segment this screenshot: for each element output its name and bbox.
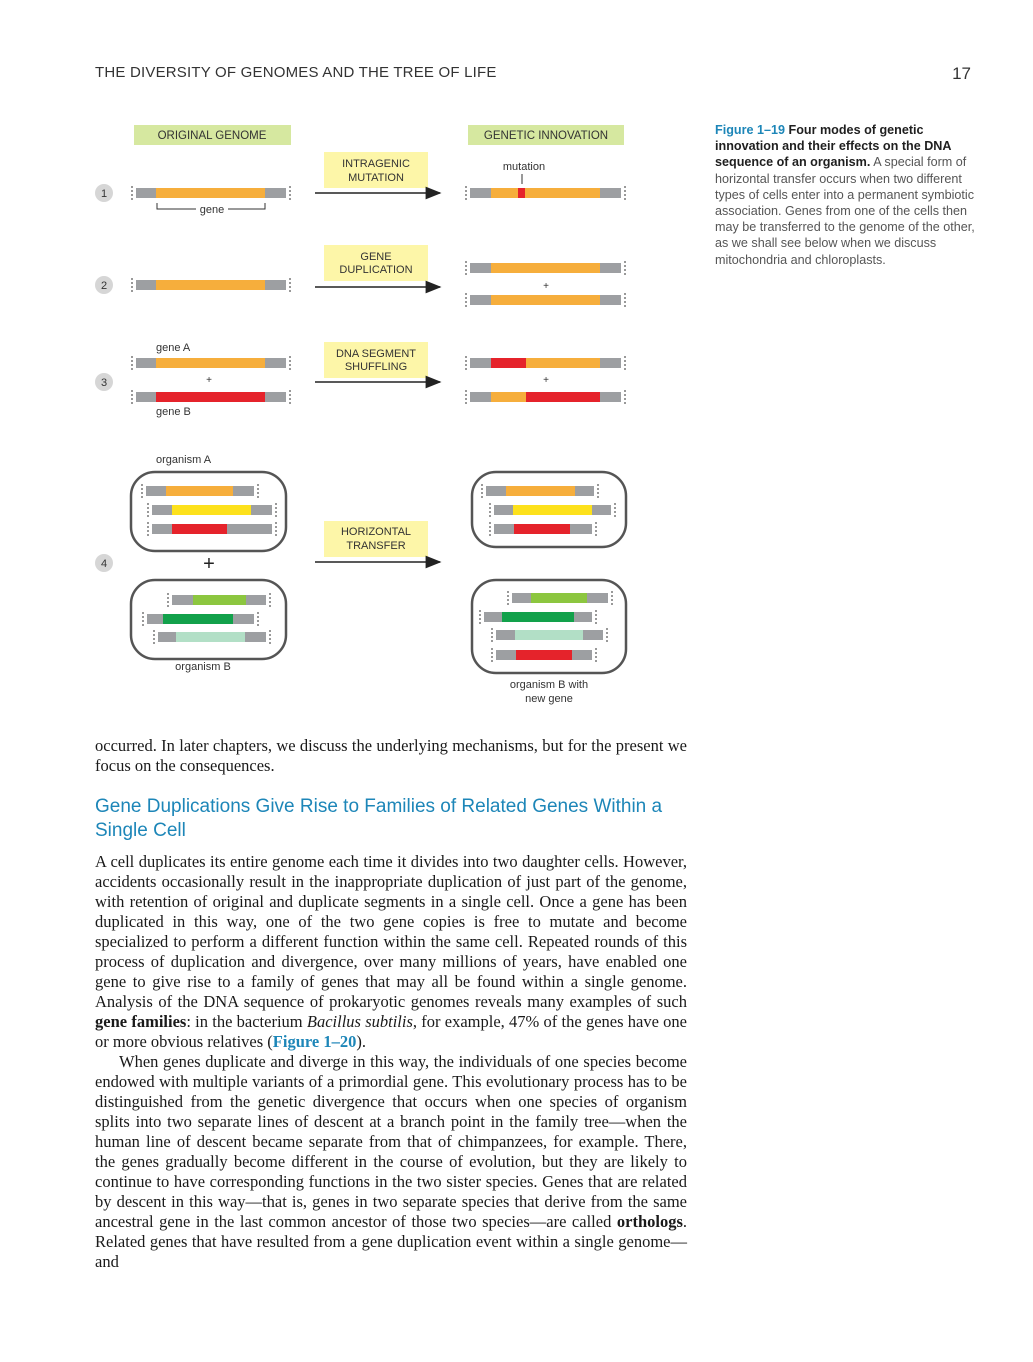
dna-organism-b-3 xyxy=(154,630,270,644)
gene-bracket xyxy=(157,203,196,209)
page-number: 17 xyxy=(952,64,971,83)
dna-organism-b-2 xyxy=(143,612,258,626)
dna-organism-b-after-3 xyxy=(492,628,607,642)
svg-text:3: 3 xyxy=(100,377,108,389)
svg-text:GENE: GENE xyxy=(360,251,392,263)
caption-title: Four modes of genetic innovation and their effects on the DNA sequence of an organism. xyxy=(715,123,952,170)
column-header-innovation: GENETIC INNOVATION xyxy=(483,130,609,142)
svg-text:MUTATION: MUTATION xyxy=(348,172,404,184)
dna-organism-a-after-1 xyxy=(482,484,598,498)
dna-mutated-row1 xyxy=(466,186,625,200)
process-box-duplication xyxy=(324,245,428,281)
organism-a-label: organism A xyxy=(156,454,212,466)
row-number-4 xyxy=(95,554,113,572)
intro-paragraph: occurred. In later chapters, we discuss the underlying mechanisms, but for the present we focus on the consequences. xyxy=(95,736,687,775)
running-head: THE DIVERSITY OF GENOMES AND THE TREE OF LIFE xyxy=(95,64,497,81)
process-box-shuffling xyxy=(324,342,428,378)
caption-text: A special form of horizontal transfer occurs when two different types of cells enter into a permanent symbiotic association. Genes from one of the cells then may be transferred to the genome of the other, as we shall see below when we discuss mitochondria and chloroplasts. xyxy=(715,155,975,267)
plus-sign-duplication: + xyxy=(543,281,549,292)
section-heading: Gene Duplications Give Rise to Families of Related Genes Within a Single Cell xyxy=(95,796,663,841)
term-orthologs: orthologs xyxy=(616,1212,683,1231)
organism-b-new-label-line1: organism B with xyxy=(509,679,589,691)
svg-text:HORIZONTAL: HORIZONTAL xyxy=(340,526,412,538)
dna-shuffled-row3-a xyxy=(466,356,625,370)
dna-organism-b-after-2 xyxy=(480,610,596,624)
paragraph-2: When genes duplicate and diverge in this way, the individuals of one species become endowed with multiple variants of a primordial gene. This evolutionary process has to be distinguished from the genetic divergence that occurs when one species of organism splits into two separate lines of descent at a branch point in the family tree—when the human line of descent became separate from that of chimpanzees, for example. There, the genes gradually become different in the course of evolution, but they are likely to continue to have corresponding functions in the two sister species. Genes that are related by descent in this way—that is, genes in two separate species that derive from the same ancestral gene in the last common ancestor of those two species—are called orthologs. Related genes that have resulted from a gene duplication event within a single genome—and xyxy=(95,1052,687,1271)
row-number-3 xyxy=(95,373,113,391)
species-name: Bacillus subtilis xyxy=(306,1012,413,1031)
svg-text:1: 1 xyxy=(100,188,108,200)
organism-b-new-label-line2: new gene xyxy=(525,693,573,705)
svg-text:SHUFFLING: SHUFFLING xyxy=(344,361,408,373)
paragraph-1: A cell duplicates its entire genome each time it divides into two daughter cells. However, accidents occasionally result in the inappropriate duplication of just part of the genome, with retention of original and duplicate segments in a single cell. Once a gene has been duplicated in this way, one of the two gene copies is free to mutate and become specialized to perform a different function within the same cell. Repeated rounds of this process of duplication and divergence, over many millions of years, have enabled one gene to give rise to a family of genes that may all be found within a single genome. Analysis of the DNA sequence of prokaryotic genomes reveals many examples of such gene families: in the bacterium Bacillus subtilis, for example, 47% of the genes have one or more obvious relatives (Figure 1–20). xyxy=(95,852,687,1051)
row-number-1 xyxy=(95,184,113,202)
svg-text:DUPLICATION: DUPLICATION xyxy=(339,264,413,276)
dna-duplicated-row2-b xyxy=(466,293,625,307)
organism-b-label: organism B xyxy=(175,661,231,673)
plus-sign-organisms: + xyxy=(203,553,215,575)
caption-figure-number: Figure 1–19 xyxy=(715,123,785,137)
svg-text:TRANSFER: TRANSFER xyxy=(346,540,406,552)
gene-a-label: gene A xyxy=(156,342,191,354)
row-number-2 xyxy=(95,276,113,294)
dna-original-row2 xyxy=(132,278,290,292)
dna-organism-a-after-3 xyxy=(490,522,596,536)
svg-text:4: 4 xyxy=(100,558,108,570)
dna-organism-a-3 xyxy=(148,522,276,536)
gene-b-label: gene B xyxy=(156,406,191,418)
process-box-mutation xyxy=(324,152,428,188)
dna-duplicated-row2-a xyxy=(466,261,625,275)
process-box-horizontal xyxy=(324,521,428,557)
dna-organism-a-1 xyxy=(142,484,258,498)
dna-gene-b-row3 xyxy=(132,390,290,404)
plus-sign-shuffled: + xyxy=(543,375,549,386)
dna-organism-b-1 xyxy=(168,593,270,607)
dna-organism-b-after-1 xyxy=(508,591,612,605)
dna-organism-a-after-2 xyxy=(490,503,615,517)
dna-original-row1 xyxy=(132,186,290,200)
column-header-original: ORIGINAL GENOME xyxy=(157,130,267,142)
svg-text:INTRAGENIC: INTRAGENIC xyxy=(342,158,410,170)
dna-organism-b-after-new xyxy=(492,648,596,662)
gene-label: gene xyxy=(199,204,225,216)
plus-sign-genes: + xyxy=(206,375,212,386)
mutation-label: mutation xyxy=(502,161,546,173)
dna-shuffled-row3-b xyxy=(466,390,625,404)
svg-text:2: 2 xyxy=(100,280,108,292)
dna-organism-a-2 xyxy=(148,503,276,517)
term-gene-families: gene families xyxy=(95,1012,187,1031)
figure-link[interactable]: Figure 1–20 xyxy=(272,1032,357,1051)
figure-caption xyxy=(715,122,977,268)
dna-gene-a-row3 xyxy=(132,356,290,370)
body-paragraphs xyxy=(95,852,687,1272)
svg-text:DNA SEGMENT: DNA SEGMENT xyxy=(335,348,417,360)
